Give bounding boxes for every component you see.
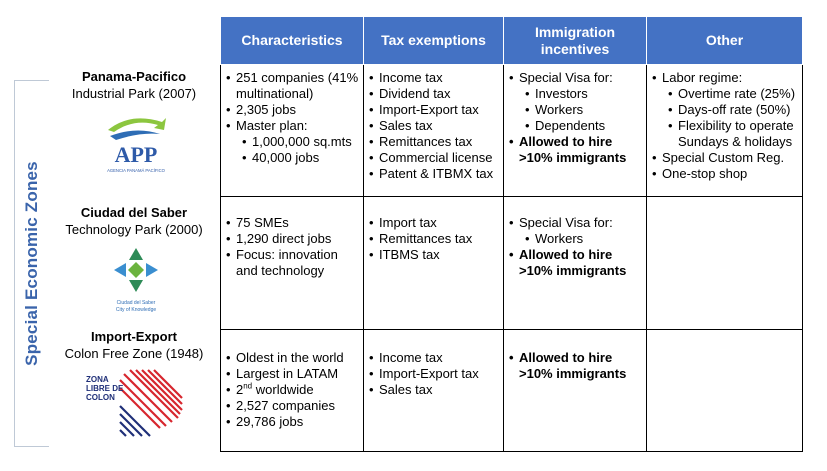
list-item: • Oldest in the world xyxy=(236,350,363,366)
list-item: • 2,527 companies xyxy=(236,398,363,414)
col-header-tax-exemptions: Tax exemptions xyxy=(364,17,504,65)
col-header-characteristics: Characteristics xyxy=(221,17,364,65)
cell-other-empty xyxy=(647,197,803,330)
sub-list-item: • 40,000 jobs xyxy=(252,150,363,166)
cell-characteristics xyxy=(221,197,364,330)
sub-list-item: • Days-off rate (50%) xyxy=(678,102,802,118)
cell-tax-exemptions xyxy=(364,65,504,197)
app-logo-caption: AGENCIA PANAMÁ PACÍFICO xyxy=(107,168,165,173)
cell-characteristics xyxy=(221,330,364,452)
app-logo-swoosh-blue xyxy=(110,130,160,140)
cell-characteristics xyxy=(221,65,364,197)
list-item xyxy=(519,215,646,247)
list-item: • Special Custom Reg. xyxy=(662,150,802,166)
zone-subtitle: Colon Free Zone (1948) xyxy=(64,346,204,361)
colon-free-zone-logo xyxy=(80,366,186,440)
list-item: • Sales tax xyxy=(379,382,503,398)
list-item: • Dividend tax xyxy=(379,86,503,102)
zone-name: Panama-Pacifico xyxy=(81,69,187,84)
side-title-frame xyxy=(14,80,49,447)
cfz-logo-line-2: LIBRE DE xyxy=(86,384,124,393)
cell-immigration xyxy=(504,197,647,330)
zones-table xyxy=(220,16,803,452)
list-item-label: Special Visa for: xyxy=(519,70,613,85)
list-item-label: Special Visa for: xyxy=(519,215,613,230)
list-item: • One-stop shop xyxy=(662,166,802,182)
list-item: • Sales tax xyxy=(379,118,503,134)
sub-list-item: • Dependents xyxy=(535,118,646,134)
list-item: • Income tax xyxy=(379,350,503,366)
list-item: • Commercial license xyxy=(379,150,503,166)
list-item: • Remittances tax xyxy=(379,134,503,150)
list-item: • 1,290 direct jobs xyxy=(236,231,363,247)
zone-label-ciudad-del-saber xyxy=(52,204,216,238)
cell-other-empty xyxy=(647,330,803,452)
list-item: • Import-Export tax xyxy=(379,366,503,382)
zone-label-import-export xyxy=(52,328,216,362)
app-logo xyxy=(100,110,172,176)
table-row-ciudad-del-saber xyxy=(221,197,803,330)
col-header-other: Other xyxy=(647,17,803,65)
zone-label-panama-pacifico xyxy=(52,68,216,102)
list-item: • 29,786 jobs xyxy=(236,414,363,430)
list-item: • Allowed to hire >10% immigrants xyxy=(519,134,646,166)
list-item-label: Labor regime: xyxy=(662,70,743,85)
list-item xyxy=(236,382,363,398)
list-item: • Allowed to hire >10% immigrants xyxy=(519,350,646,382)
list-item: • ITBMS tax xyxy=(379,247,503,263)
list-item: • Patent & ITBMX tax xyxy=(379,166,503,182)
cell-immigration xyxy=(504,330,647,452)
cell-other xyxy=(647,65,803,197)
sub-list-item: • Workers xyxy=(535,102,646,118)
table-row-panama-pacifico xyxy=(221,65,803,197)
sub-list-item: • Workers xyxy=(535,231,646,247)
ordinal-number: 2 xyxy=(236,382,244,397)
list-item: • Largest in LATAM xyxy=(236,366,363,382)
sub-list-item: • Flexibility to operate Sundays & holidays xyxy=(678,118,802,150)
zone-name: Import-Export xyxy=(91,329,177,344)
list-item: • 251 companies (41% multinational) xyxy=(236,70,363,102)
sub-list-item: • 1,000,000 sq.mts xyxy=(252,134,363,150)
list-item: • Allowed to hire >10% immigrants xyxy=(519,247,646,279)
cfz-logo-line-1: ZONA xyxy=(86,375,109,384)
app-logo-swoosh-green xyxy=(108,118,166,132)
list-item: • Import tax xyxy=(379,215,503,231)
list-item: • Import-Export tax xyxy=(379,102,503,118)
cell-tax-exemptions xyxy=(364,330,504,452)
cds-logo-caption-1: Ciudad del Saber xyxy=(116,300,156,306)
list-item xyxy=(662,70,802,150)
side-title: Special Economic Zones xyxy=(22,161,41,366)
list-item: • 2,305 jobs xyxy=(236,102,363,118)
cell-tax-exemptions xyxy=(364,197,504,330)
ordinal-suffix: nd xyxy=(243,381,253,391)
zone-subtitle: Technology Park (2000) xyxy=(65,222,203,237)
cell-immigration xyxy=(504,65,647,197)
list-item: • 75 SMEs xyxy=(236,215,363,231)
app-logo-text: APP xyxy=(114,142,158,167)
col-header-immigration: Immigration incentives xyxy=(504,17,647,65)
ciudad-del-saber-logo xyxy=(100,242,172,318)
cds-logo-caption-2: City of Knowledge xyxy=(115,307,157,313)
list-item: • Remittances tax xyxy=(379,231,503,247)
list-item xyxy=(236,118,363,166)
zone-subtitle: Industrial Park (2007) xyxy=(71,86,197,101)
table-row-import-export xyxy=(221,330,803,452)
list-item: • Focus: innovation and technology xyxy=(236,247,363,279)
sub-list-item: • Investors xyxy=(535,86,646,102)
list-item: • Income tax xyxy=(379,70,503,86)
list-item-label: worldwide xyxy=(255,382,314,397)
cfz-logo-line-3: COLON xyxy=(86,393,115,402)
list-item xyxy=(519,70,646,134)
list-item-label: Master plan: xyxy=(236,118,308,133)
table-header-row xyxy=(221,17,803,65)
zone-name: Ciudad del Saber xyxy=(80,205,188,220)
sub-list-item: • Overtime rate (25%) xyxy=(678,86,802,102)
